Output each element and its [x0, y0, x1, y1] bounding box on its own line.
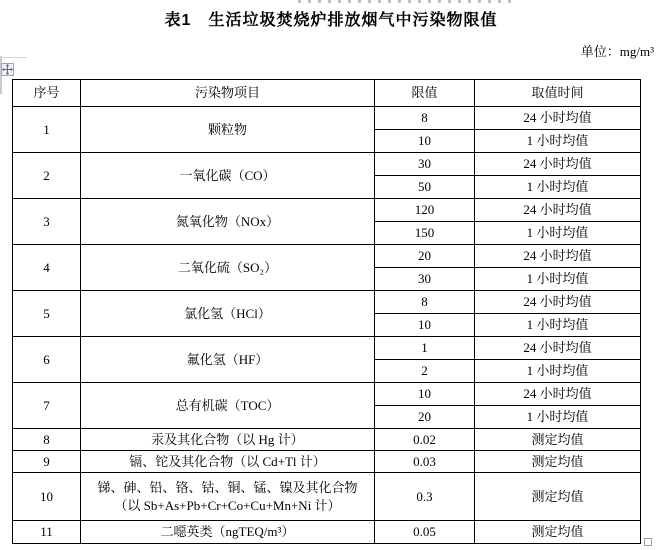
header-time: 取值时间: [475, 80, 641, 107]
pollutant-name-cell: 二噁英类（ngTEQ/m³）: [81, 521, 375, 544]
pollutant-name-cell: 二氧化硫（SO₂）: [81, 245, 375, 291]
limit-value-cell: 10: [375, 314, 475, 337]
row-number-cell: 10: [13, 473, 81, 521]
table-row: [13, 245, 641, 268]
table-header-row: [13, 80, 641, 107]
averaging-time-cell: 1 小时均值: [475, 360, 641, 383]
table-row: [13, 153, 641, 176]
limit-value-cell: 1: [375, 337, 475, 360]
limit-value-cell: 8: [375, 291, 475, 314]
row-number-cell: 7: [13, 383, 81, 429]
pollutant-name-cell: 汞及其化合物（以 Hg 计）: [81, 429, 375, 451]
limit-value-cell: 30: [375, 153, 475, 176]
averaging-time-cell: 24 小时均值: [475, 337, 641, 360]
left-edge-line-horizontal: [0, 57, 27, 58]
limit-value-cell: 20: [375, 406, 475, 429]
limit-value-cell: 0.05: [375, 521, 475, 544]
pollutant-name-cell: 总有机碳（TOC）: [81, 383, 375, 429]
pollutant-name-cell: 锑、砷、铅、铬、钴、铜、锰、镍及其化合物（以 Sb+As+Pb+Cr+Co+Cu+Mn+Ni 计）: [81, 473, 375, 521]
averaging-time-cell: 24 小时均值: [475, 199, 641, 222]
limit-value-cell: 10: [375, 130, 475, 153]
limit-value-cell: 0.03: [375, 451, 475, 473]
table-row: [13, 337, 641, 360]
pollutant-name-cell: 镉、铊及其化合物（以 Cd+Tl 计）: [81, 451, 375, 473]
limit-value-cell: 50: [375, 176, 475, 199]
table-row: [13, 291, 641, 314]
pollutant-name-cell: 一氧化碳（CO）: [81, 153, 375, 199]
row-number-cell: 9: [13, 451, 81, 473]
pollutant-name-cell: 氮氧化物（NOx）: [81, 199, 375, 245]
table-move-handle[interactable]: [1, 63, 14, 76]
averaging-time-cell: 24 小时均值: [475, 107, 641, 130]
averaging-time-cell: 1 小时均值: [475, 314, 641, 337]
pollutant-name-cell: 氟化氢（HF）: [81, 337, 375, 383]
row-number-cell: 1: [13, 107, 81, 153]
limit-value-cell: 10: [375, 383, 475, 406]
row-number-cell: 5: [13, 291, 81, 337]
header-pollutant: 污染物项目: [81, 80, 375, 107]
four-way-arrow-icon: [2, 64, 13, 75]
limit-value-cell: 2: [375, 360, 475, 383]
averaging-time-cell: 测定均值: [475, 473, 641, 521]
limit-value-cell: 8: [375, 107, 475, 130]
row-number-cell: 3: [13, 199, 81, 245]
averaging-time-cell: 24 小时均值: [475, 245, 641, 268]
averaging-time-cell: 1 小时均值: [475, 130, 641, 153]
row-number-cell: 4: [13, 245, 81, 291]
row-number-cell: 2: [13, 153, 81, 199]
averaging-time-cell: 24 小时均值: [475, 153, 641, 176]
table-row: [13, 383, 641, 406]
unit-label: 单位：mg/m³: [580, 44, 654, 59]
row-number-cell: 8: [13, 429, 81, 451]
table-title: 表1 生活垃圾焚烧炉排放烟气中污染物限值: [164, 12, 498, 29]
averaging-time-cell: 测定均值: [475, 521, 641, 544]
table-row: [13, 451, 641, 473]
limit-value-cell: 0.3: [375, 473, 475, 521]
header-limit: 限值: [375, 80, 475, 107]
table-row: [13, 429, 641, 451]
pollutant-name-cell: 氯化氢（HCl）: [81, 291, 375, 337]
averaging-time-cell: 测定均值: [475, 429, 641, 451]
table-row: [13, 199, 641, 222]
pollutant-limits-table: [12, 79, 641, 544]
averaging-time-cell: 24 小时均值: [475, 291, 641, 314]
limit-value-cell: 20: [375, 245, 475, 268]
table-row: [13, 107, 641, 130]
averaging-time-cell: 24 小时均值: [475, 383, 641, 406]
table-row: [13, 521, 641, 544]
table-row: [13, 473, 641, 521]
row-number-cell: 6: [13, 337, 81, 383]
limit-value-cell: 150: [375, 222, 475, 245]
limit-value-cell: 120: [375, 199, 475, 222]
averaging-time-cell: 测定均值: [475, 451, 641, 473]
row-number-cell: 11: [13, 521, 81, 544]
averaging-time-cell: 1 小时均值: [475, 268, 641, 291]
limit-value-cell: 0.02: [375, 429, 475, 451]
averaging-time-cell: 1 小时均值: [475, 406, 641, 429]
table-resize-handle[interactable]: [644, 538, 652, 546]
averaging-time-cell: 1 小时均值: [475, 176, 641, 199]
clipped-text-artifact: [298, 0, 513, 3]
limit-value-cell: 30: [375, 268, 475, 291]
header-seq: 序号: [13, 80, 81, 107]
averaging-time-cell: 1 小时均值: [475, 222, 641, 245]
pollutant-name-cell: 颗粒物: [81, 107, 375, 153]
